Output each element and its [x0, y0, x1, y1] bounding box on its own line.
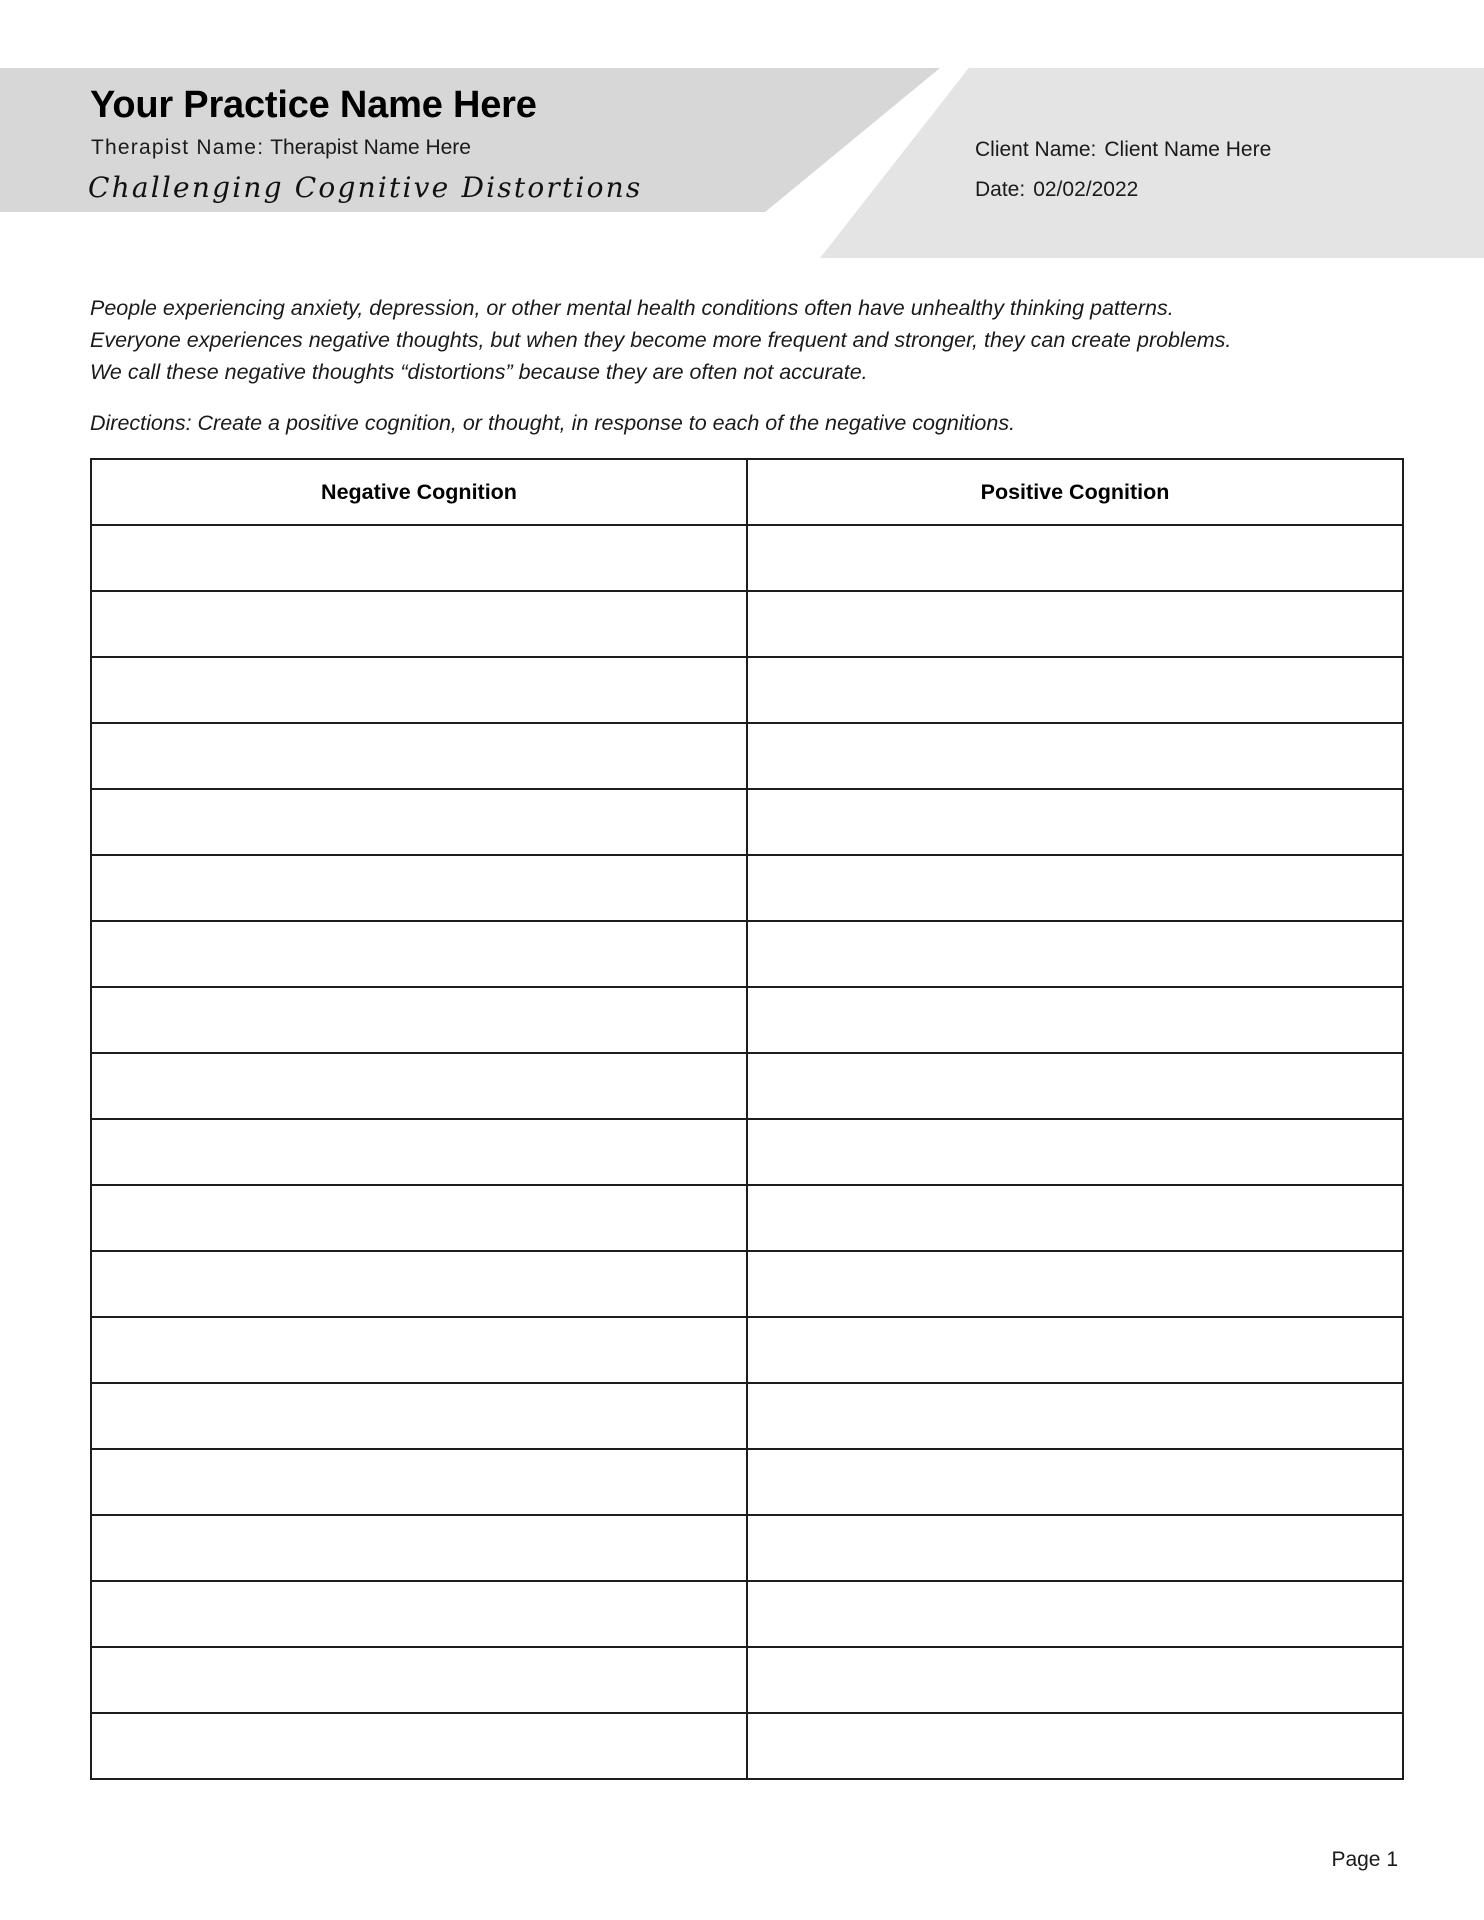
cell-negative-cognition[interactable]: [91, 657, 747, 723]
table-row: [91, 1119, 1403, 1185]
table-row: [91, 855, 1403, 921]
cell-negative-cognition[interactable]: [91, 1713, 747, 1779]
cell-negative-cognition[interactable]: [91, 525, 747, 591]
cell-negative-cognition[interactable]: [91, 855, 747, 921]
cell-positive-cognition[interactable]: [747, 921, 1403, 987]
cell-positive-cognition[interactable]: [747, 789, 1403, 855]
cell-positive-cognition[interactable]: [747, 723, 1403, 789]
intro-line-3: We call these negative thoughts “distortions” because they are often not accurate.: [90, 360, 868, 384]
directions-text: Directions: Create a positive cognition, or thought, in response to each of the negative cognitions.: [90, 411, 1016, 435]
page-number: Page 1: [1331, 1848, 1398, 1871]
table-row: [91, 723, 1403, 789]
cell-positive-cognition[interactable]: [747, 1647, 1403, 1713]
intro-paragraph: [90, 292, 1390, 388]
table-header: [91, 459, 1403, 525]
cell-positive-cognition[interactable]: [747, 1119, 1403, 1185]
cell-negative-cognition[interactable]: [91, 1449, 747, 1515]
cell-positive-cognition[interactable]: [747, 855, 1403, 921]
intro-line-1: People experiencing anxiety, depression, or other mental health conditions often have unhealthy thinking patterns.: [90, 296, 1174, 320]
table-row: [91, 525, 1403, 591]
table-body: [91, 525, 1403, 1779]
table-row: [91, 1581, 1403, 1647]
table-row: [91, 591, 1403, 657]
column-header-positive-cognition: Positive Cognition: [747, 459, 1403, 525]
cell-positive-cognition[interactable]: [747, 1581, 1403, 1647]
cell-positive-cognition[interactable]: [747, 1053, 1403, 1119]
cell-negative-cognition[interactable]: [91, 723, 747, 789]
cell-positive-cognition[interactable]: [747, 1383, 1403, 1449]
cell-positive-cognition[interactable]: [747, 1449, 1403, 1515]
date-value: 02/02/2022: [1033, 178, 1139, 201]
table-row: [91, 657, 1403, 723]
table-row: [91, 1383, 1403, 1449]
table-row: [91, 1053, 1403, 1119]
table-row: [91, 921, 1403, 987]
table-row: [91, 1449, 1403, 1515]
therapist-name-field: [91, 136, 471, 160]
therapist-name-label: Therapist Name:: [91, 136, 265, 159]
cell-negative-cognition[interactable]: [91, 921, 747, 987]
cell-negative-cognition[interactable]: [91, 1383, 747, 1449]
date-label: Date:: [975, 178, 1026, 201]
table-row: [91, 1185, 1403, 1251]
cell-positive-cognition[interactable]: [747, 1317, 1403, 1383]
table-row: [91, 1251, 1403, 1317]
date-field: [975, 178, 1138, 202]
cell-negative-cognition[interactable]: [91, 1581, 747, 1647]
column-header-negative-cognition: Negative Cognition: [91, 459, 747, 525]
cell-negative-cognition[interactable]: [91, 1647, 747, 1713]
client-name-label: Client Name:: [975, 138, 1097, 161]
cell-negative-cognition[interactable]: [91, 1515, 747, 1581]
table-row: [91, 1317, 1403, 1383]
cell-positive-cognition[interactable]: [747, 657, 1403, 723]
cell-negative-cognition[interactable]: [91, 591, 747, 657]
cell-negative-cognition[interactable]: [91, 987, 747, 1053]
table-header-row: [91, 459, 1403, 525]
table-row: [91, 1713, 1403, 1779]
cell-negative-cognition[interactable]: [91, 789, 747, 855]
cell-positive-cognition[interactable]: [747, 525, 1403, 591]
table-row: [91, 789, 1403, 855]
practice-name: Your Practice Name Here: [90, 84, 537, 126]
table-row: [91, 1515, 1403, 1581]
table-row: [91, 1647, 1403, 1713]
cognition-table: [90, 458, 1404, 1780]
cell-positive-cognition[interactable]: [747, 1515, 1403, 1581]
intro-line-2: Everyone experiences negative thoughts, but when they become more frequent and stronger, they can create problems.: [90, 328, 1232, 352]
cell-positive-cognition[interactable]: [747, 1713, 1403, 1779]
cell-negative-cognition[interactable]: [91, 1317, 747, 1383]
cell-positive-cognition[interactable]: [747, 987, 1403, 1053]
cell-negative-cognition[interactable]: [91, 1119, 747, 1185]
cell-positive-cognition[interactable]: [747, 1251, 1403, 1317]
cell-positive-cognition[interactable]: [747, 591, 1403, 657]
header-right-panel: [820, 68, 1484, 258]
page-header: [0, 68, 1484, 260]
cell-negative-cognition[interactable]: [91, 1053, 747, 1119]
cell-negative-cognition[interactable]: [91, 1185, 747, 1251]
client-name-field: [975, 138, 1271, 162]
client-name-value: Client Name Here: [1104, 138, 1272, 161]
therapist-name-value: Therapist Name Here: [270, 136, 471, 159]
cell-negative-cognition[interactable]: [91, 1251, 747, 1317]
cell-positive-cognition[interactable]: [747, 1185, 1403, 1251]
worksheet-title: Challenging Cognitive Distortions: [88, 171, 643, 204]
table-row: [91, 987, 1403, 1053]
